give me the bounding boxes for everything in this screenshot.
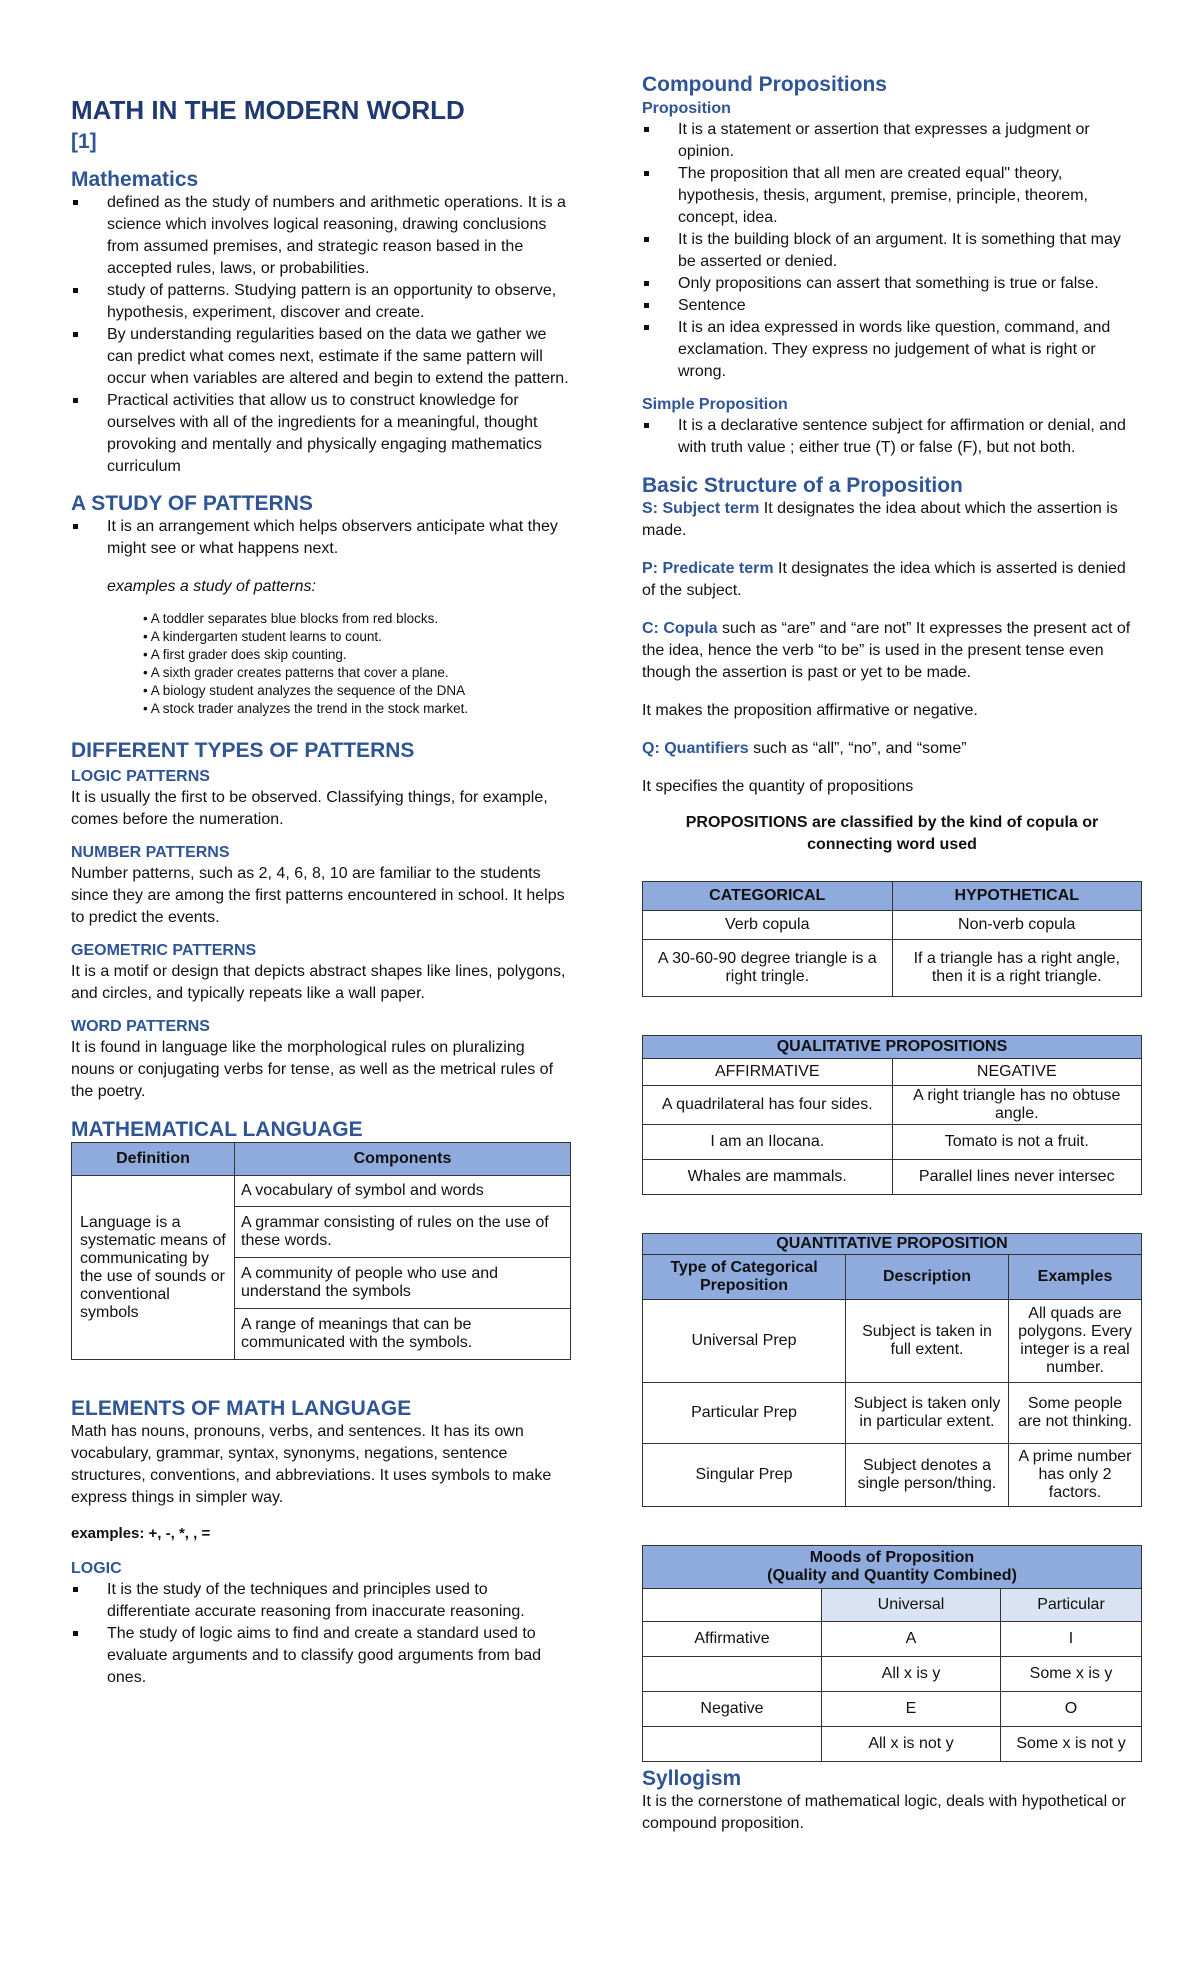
table-cell bbox=[643, 1589, 822, 1622]
left-column bbox=[71, 0, 571, 1689]
table-cell: Universal Prep bbox=[643, 1300, 846, 1383]
list-item: • A first grader does skip counting. bbox=[143, 647, 347, 662]
simple-proposition-heading: Simple Proposition bbox=[642, 396, 788, 413]
geometric-patterns-text: It is a motif or design that depicts abstract shapes like lines, polygons, and circles, and typically repeats like a wall paper. bbox=[71, 963, 566, 1002]
list-item: It is an idea expressed in words like question, command, and exclamation. They express no judgement of what is right or wrong. bbox=[642, 317, 1142, 383]
elements-text: Math has nouns, pronouns, verbs, and sentences. It has its own vocabulary, grammar, syntax, synonyms, negations, sentence structures, conventions, and abbreviations. It uses symbols to make express things in simpler way. bbox=[71, 1423, 552, 1506]
table-cell: O bbox=[1001, 1692, 1142, 1727]
table-cell: E bbox=[822, 1692, 1001, 1727]
mathematics-list bbox=[71, 192, 571, 478]
table-cell: A vocabulary of symbol and words bbox=[235, 1176, 571, 1207]
subject-term-label: S: Subject term bbox=[642, 500, 760, 517]
structure-heading: Basic Structure of a Proposition bbox=[642, 474, 963, 497]
predicate-term-desc: It designates the idea which is asserted is denied of the subject. bbox=[642, 560, 1126, 599]
table-cell: A quadrilateral has four sides. bbox=[643, 1086, 893, 1125]
table-header: CATEGORICAL bbox=[643, 882, 893, 911]
list-item: It is the building block of an argument. It is something that may be asserted or denied. bbox=[642, 229, 1142, 273]
table-cell: A community of people who use and understand the symbols bbox=[235, 1258, 571, 1309]
table-cell: Singular Prep bbox=[643, 1444, 846, 1507]
table-cell: All quads are polygons. Every integer is a real number. bbox=[1009, 1300, 1142, 1383]
table-cell: A 30-60-90 degree triangle is a right tringle. bbox=[643, 940, 893, 997]
list-item: • A stock trader analyzes the trend in the stock market. bbox=[143, 701, 469, 716]
list-item: The proposition that all men are created equal" theory, hypothesis, thesis, argument, premise, principle, theorem, concept, idea. bbox=[642, 163, 1142, 229]
quantifiers-desc: such as “all”, “no”, and “some” bbox=[748, 740, 967, 757]
word-patterns-heading: WORD PATTERNS bbox=[71, 1018, 210, 1035]
table-header: Components bbox=[235, 1143, 571, 1176]
table-cell: Particular Prep bbox=[643, 1383, 846, 1444]
table-cell: Parallel lines never intersec bbox=[892, 1160, 1142, 1195]
table-header: Particular bbox=[1001, 1589, 1142, 1622]
quantifiers-text bbox=[642, 738, 1142, 760]
patterns-heading: A STUDY OF PATTERNS bbox=[71, 492, 313, 515]
qualitative-table bbox=[642, 1035, 1142, 1195]
list-item: • A toddler separates blue blocks from red blocks. bbox=[143, 611, 439, 626]
table-cell: A prime number has only 2 factors. bbox=[1009, 1444, 1142, 1507]
list-item: Sentence bbox=[642, 295, 1142, 317]
table-header: Definition bbox=[72, 1143, 235, 1176]
table-cell: If a triangle has a right angle, then it is a right triangle. bbox=[892, 940, 1142, 997]
copula-label: C: Copula bbox=[642, 620, 718, 637]
table-cell: A bbox=[822, 1622, 1001, 1657]
patterns-list bbox=[71, 516, 571, 560]
proposition-heading: Proposition bbox=[642, 100, 731, 117]
logic-patterns-text: It is usually the first to be observed. Classifying things, for example, comes before the numeration. bbox=[71, 789, 548, 828]
number-patterns-heading: NUMBER PATTERNS bbox=[71, 844, 230, 861]
symbol-examples: examples: +, -, *, , = bbox=[71, 1525, 211, 1542]
table-cell: Whales are mammals. bbox=[643, 1160, 893, 1195]
logic-patterns-heading: LOGIC PATTERNS bbox=[71, 768, 210, 785]
subject-term-desc: It designates the idea about which the assertion is made. bbox=[642, 500, 1118, 539]
quantity-text: It specifies the quantity of propositions bbox=[642, 778, 914, 795]
table-header: AFFIRMATIVE bbox=[643, 1059, 893, 1086]
list-item: The study of logic aims to find and create a standard used to evaluate arguments and to classify good arguments from bad ones. bbox=[71, 1623, 571, 1689]
list-item: defined as the study of numbers and arithmetic operations. It is a science which involves logical reasoning, drawing conclusions from assumed premises, and strategic reason based in the accepted rules, laws, or probabilities. bbox=[71, 192, 571, 280]
table-cell: A grammar consisting of rules on the use of these words. bbox=[235, 1207, 571, 1258]
word-patterns-text: It is found in language like the morphological rules on pluralizing nouns or conjugating verbs for tense, as well as the metrical rules of the poetry. bbox=[71, 1039, 554, 1100]
examples-list bbox=[71, 610, 571, 718]
table-header: Description bbox=[846, 1255, 1009, 1300]
list-item: Only propositions can assert that something is true or false. bbox=[642, 273, 1142, 295]
table-cell: Affirmative bbox=[643, 1622, 822, 1657]
table-cell: A right triangle has no obtuse angle. bbox=[892, 1086, 1142, 1125]
table-cell: Some x is y bbox=[1001, 1657, 1142, 1692]
table-cell: All x is y bbox=[822, 1657, 1001, 1692]
moods-table bbox=[642, 1545, 1142, 1762]
proposition-list bbox=[642, 119, 1142, 383]
table-title bbox=[643, 1546, 1142, 1589]
table-cell: I bbox=[1001, 1622, 1142, 1657]
table-cell: Subject is taken only in particular extent. bbox=[846, 1383, 1009, 1444]
subject-term-text bbox=[642, 498, 1142, 542]
table-header: Universal bbox=[822, 1589, 1001, 1622]
page-title: MATH IN THE MODERN WORLD bbox=[71, 95, 465, 125]
types-heading: DIFFERENT TYPES OF PATTERNS bbox=[71, 739, 415, 762]
table-cell: A range of meanings that can be communicated with the symbols. bbox=[235, 1309, 571, 1360]
list-item: It is an arrangement which helps observers anticipate what they might see or what happens next. bbox=[71, 516, 571, 560]
list-item: It is a statement or assertion that expresses a judgment or opinion. bbox=[642, 119, 1142, 163]
language-heading: MATHEMATICAL LANGUAGE bbox=[71, 1118, 363, 1141]
logic-list bbox=[71, 1579, 571, 1689]
syllogism-text: It is the cornerstone of mathematical logic, deals with hypothetical or compound proposition. bbox=[642, 1793, 1126, 1832]
elements-heading: ELEMENTS OF MATH LANGUAGE bbox=[71, 1397, 412, 1420]
mathematics-heading: Mathematics bbox=[71, 168, 199, 191]
classified-text: PROPOSITIONS are classified by the kind of copula or connecting word used bbox=[685, 814, 1099, 853]
table-cell: Non-verb copula bbox=[892, 911, 1142, 940]
quantifiers-label: Q: Quantifiers bbox=[642, 740, 749, 757]
predicate-term-text bbox=[642, 558, 1142, 602]
table-cell: Some people are not thinking. bbox=[1009, 1383, 1142, 1444]
copula-desc: such as “are” and “are not” It expresses the present act of the idea, hence the verb “to be” is used in the present tense even though the assertion is past or yet to be made. bbox=[642, 620, 1131, 681]
list-item: • A biology student analyzes the sequence of the DNA bbox=[143, 683, 466, 698]
list-item: • A sixth grader creates patterns that cover a plane. bbox=[143, 665, 449, 680]
affirm-text: It makes the proposition affirmative or negative. bbox=[642, 702, 978, 719]
moods-subtitle: (Quality and Quantity Combined) bbox=[767, 1567, 1017, 1584]
logic-heading: LOGIC bbox=[71, 1560, 122, 1577]
number-patterns-text: Number patterns, such as 2, 4, 6, 8, 10 are familiar to the students since they are among the first patterns encountered in school. It helps to predict the events. bbox=[71, 865, 565, 926]
table-cell bbox=[643, 1727, 822, 1762]
reference-number: [1] bbox=[71, 130, 97, 153]
predicate-term-label: P: Predicate term bbox=[642, 560, 774, 577]
copula-text bbox=[642, 618, 1142, 684]
table-cell: Some x is not y bbox=[1001, 1727, 1142, 1762]
list-item: study of patterns. Studying pattern is an opportunity to observe, hypothesis, experiment, discover and create. bbox=[71, 280, 571, 324]
table-cell: Subject is taken in full extent. bbox=[846, 1300, 1009, 1383]
table-title: QUALITATIVE PROPOSITIONS bbox=[643, 1036, 1142, 1059]
list-item: It is the study of the techniques and principles used to differentiate accurate reasoning from inaccurate reasoning. bbox=[71, 1579, 571, 1623]
table-cell bbox=[643, 1657, 822, 1692]
table-cell: All x is not y bbox=[822, 1727, 1001, 1762]
list-item: By understanding regularities based on the data we gather we can predict what comes next, estimate if the same pattern will occur when variables are altered and begin to extend the pattern. bbox=[71, 324, 571, 390]
list-item: It is a declarative sentence subject for affirmation or denial, and with truth value ; either true (T) or false (F), but not both. bbox=[642, 415, 1142, 459]
table-header: NEGATIVE bbox=[892, 1059, 1142, 1086]
syllogism-heading: Syllogism bbox=[642, 1767, 742, 1790]
list-item: • A kindergarten student learns to count. bbox=[143, 629, 382, 644]
list-item: Practical activities that allow us to construct knowledge for ourselves with all of the ingredients for a meaningful, thought provoking and mentally and physically engaging mathematics curriculum bbox=[71, 390, 571, 478]
quantitative-table bbox=[642, 1233, 1142, 1507]
table-header: HYPOTHETICAL bbox=[892, 882, 1142, 911]
table-cell: Subject denotes a single person/thing. bbox=[846, 1444, 1009, 1507]
geometric-patterns-heading: GEOMETRIC PATTERNS bbox=[71, 942, 257, 959]
table-header: Type of Categorical Preposition bbox=[643, 1255, 846, 1300]
language-table bbox=[71, 1142, 571, 1360]
table-title: QUANTITATIVE PROPOSITION bbox=[643, 1234, 1142, 1255]
table-cell: Language is a systematic means of communicating by the use of sounds or conventional symbols bbox=[72, 1176, 235, 1360]
compound-heading: Compound Propositions bbox=[642, 73, 887, 96]
table-cell: Verb copula bbox=[643, 911, 893, 940]
moods-title: Moods of Proposition bbox=[809, 1549, 975, 1566]
table-cell: Negative bbox=[643, 1692, 822, 1727]
categorical-table bbox=[642, 881, 1142, 997]
table-cell: I am an Ilocana. bbox=[643, 1125, 893, 1160]
table-cell: Tomato is not a fruit. bbox=[892, 1125, 1142, 1160]
simple-proposition-list bbox=[642, 415, 1142, 459]
examples-title: examples a study of patterns: bbox=[107, 578, 316, 595]
right-column bbox=[642, 0, 1142, 1835]
table-header: Examples bbox=[1009, 1255, 1142, 1300]
